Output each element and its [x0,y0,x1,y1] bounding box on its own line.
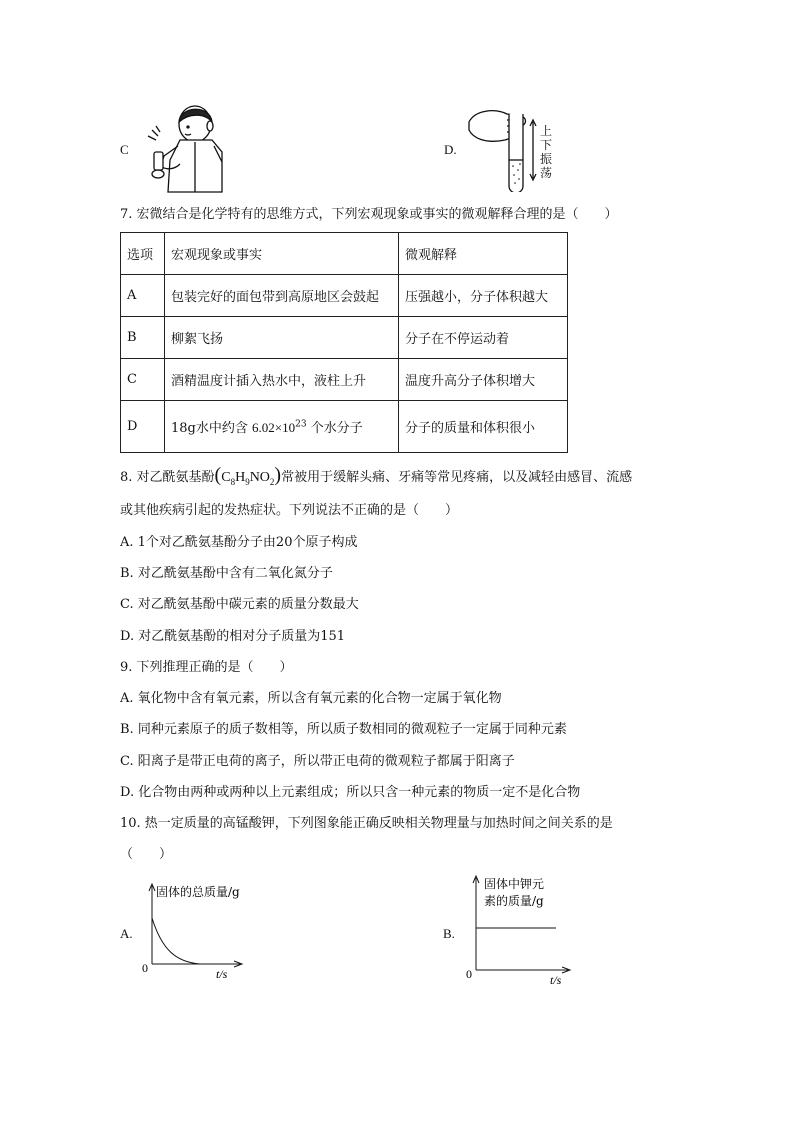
q8-stem-line2: 或其他疾病引起的发热症状。下列说法不正确的是（ ） [120,503,459,518]
q8-option-d: D. 对乙酰氨基酚的相对分子质量为151 [120,629,346,644]
table-row [121,401,568,453]
row-option: C [121,359,165,401]
row-option: D [121,401,165,453]
graph-b-xlabel: t/s [550,973,562,987]
row-option: B [121,317,165,359]
row-explain: 温度升高分子体积增大 [399,359,568,401]
graph-b-label: B. [443,926,455,941]
q8-stem-line1: 8. 对乙酰氨基酚$(C_8H_9NO_2)$常被用于缓解头痛、牙痛等常见疼痛，以及减轻由感冒、流感 [120,464,633,487]
row-explain: 分子在不停运动着 [399,317,568,359]
graph-a-ylabel: 固体的总质量/g [156,885,240,899]
row-fact: 柳絮飞扬 [165,317,399,359]
header-fact: 宏观现象或事实 [165,233,399,275]
boy-shaking-bottle-illustration [140,100,232,195]
graph-b-ylabel-2: 素的质量/g [484,894,544,908]
row-fact: 包装完好的面包带到高原地区会鼓起 [165,275,399,317]
q8-option-a: A. 1个对乙酰氨基酚分子由20个原子构成 [120,535,358,550]
table-row [121,275,568,317]
option-c-label: C [120,142,129,157]
graph-b [460,872,580,988]
graph-a-label: A. [120,926,133,941]
q7-stem: 7. 宏微结合是化学特有的思维方式，下列宏观现象或事实的微观解释合理的是（ ） [120,207,618,222]
table-row [121,317,568,359]
row-option: A [121,275,165,317]
option-d-label: D. [444,142,457,157]
row-fact: 酒精温度计插入热水中，液柱上升 [165,359,399,401]
shake-direction-text: 上 下 振 荡 [540,124,553,180]
table-header-row [121,233,568,275]
q10-stem: 10. 热一定质量的高锰酸钾，下列图象能正确反映相关物理量与加热时间之间关系的是 [120,816,613,831]
header-option: 选项 [121,233,165,275]
q10-stem-paren: （ ） [120,847,173,862]
header-explain: 微观解释 [399,233,568,275]
row-explain: 分子的质量和体积很小 [399,401,568,453]
row-explain: 压强越小，分子体积越大 [399,275,568,317]
chemical-formula: $(C_8H_9NO_2)$ [214,464,282,487]
graph-a-origin: 0 [142,961,148,975]
q9-option-d: D. 化合物由两种或两种以上元素组成；所以只含一种元素的物质一定不是化合物 [120,785,581,800]
graph-a-xlabel: t/s [216,967,228,980]
q9-option-a: A. 氧化物中含有氧元素，所以含有氧元素的化合物一定属于氧化物 [120,691,502,706]
table-row [121,359,568,401]
q8-option-b: B. 对乙酰氨基酚中含有二氧化氮分子 [120,566,333,581]
row-fact: 18g水中约含 $6.02\times 10^{23}$ 个水分子 [165,401,399,453]
q8-option-c: C. 对乙酰氨基酚中碳元素的质量分数最大 [120,597,359,612]
graph-b-ylabel-1: 固体中钾元 [484,877,545,891]
graph-b-origin: 0 [466,967,472,981]
graph-a [136,880,256,980]
q7-table [120,232,568,453]
graph-a-curve [152,918,200,964]
q9-stem: 9. 下列推理正确的是（ ） [120,660,293,675]
test-tube-shaking-illustration [465,100,545,192]
q9-option-b: B. 同种元素原子的质子数相等，所以质子数相同的微观粒子一定属于同种元素 [120,722,567,737]
q9-option-c: C. 阳离子是带正电荷的离子，所以带正电荷的微观粒子都属于阳离子 [120,754,515,769]
